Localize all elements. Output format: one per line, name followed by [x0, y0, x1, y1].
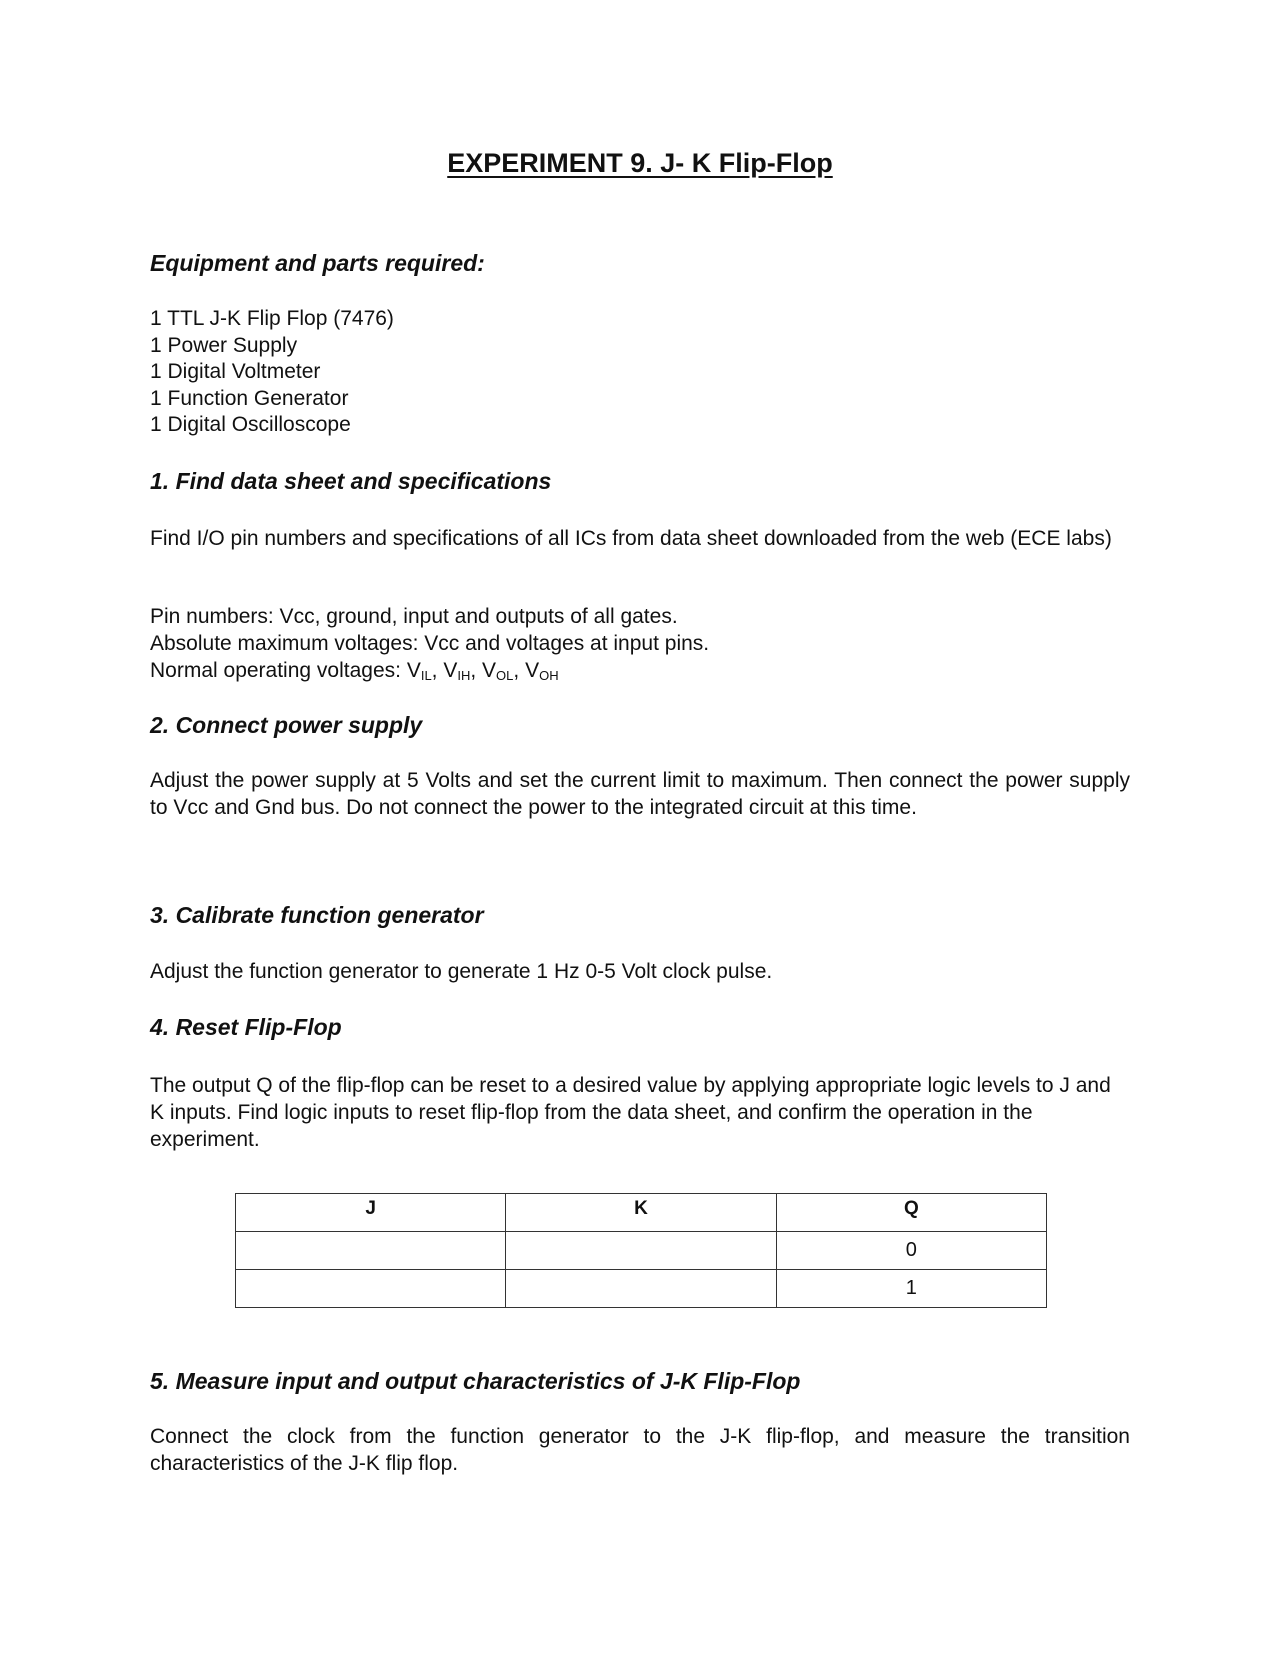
section5-paragraph: Connect the clock from the function generator to the J-K flip-flop, and measure the transition characteristics of the J-K flip flop. — [150, 1425, 1130, 1475]
table-cell-q: 0 — [776, 1232, 1046, 1270]
section4-heading: 4. Reset Flip-Flop — [150, 1014, 342, 1040]
pin-numbers-line: Pin numbers: Vcc, ground, input and outputs of all gates. — [150, 605, 678, 628]
section2-paragraph: Adjust the power supply at 5 Volts and set the current limit to maximum. Then connect the power supply to Vcc and Gnd bus. Do not connect the power to the integrated circuit at this time. — [150, 769, 1130, 819]
list-item: 1 Power Supply — [150, 333, 298, 357]
v-symbol: V — [482, 659, 497, 682]
column-header-q: Q — [776, 1194, 1046, 1232]
list-item: 1 TTL J-K Flip Flop (7476) — [150, 307, 394, 330]
table-cell-q: 1 — [776, 1270, 1046, 1308]
list-item: 1 Digital Oscilloscope — [150, 413, 351, 436]
v-il-subscript: IL — [420, 668, 432, 683]
v-symbol: V — [406, 659, 421, 682]
section1-heading: 1. Find data sheet and specifications — [150, 468, 552, 494]
section1-paragraph: Find I/O pin numbers and specifications of all ICs from data sheet downloaded from the web (ECE labs) — [150, 527, 1112, 550]
separator: , — [431, 659, 444, 682]
absolute-max-line: Absolute maximum voltages: Vcc and voltages at input pins. — [150, 632, 710, 655]
separator: , — [470, 659, 483, 682]
v-ih-subscript: IH — [457, 668, 471, 683]
normal-operating-label: Normal operating voltages: — [150, 659, 407, 682]
column-header-k: K — [506, 1194, 776, 1232]
column-header-j: J — [236, 1194, 506, 1232]
normal-operating-line — [150, 657, 1130, 684]
v-ol-subscript: OL — [496, 668, 514, 683]
table-cell-k — [506, 1270, 776, 1308]
table-cell-j — [236, 1270, 506, 1308]
equipment-list — [150, 306, 394, 439]
equipment-heading: Equipment and parts required: — [150, 250, 485, 276]
v-symbol: V — [525, 659, 540, 682]
section5-heading: 5. Measure input and output characteristics of J-K Flip-Flop — [150, 1368, 801, 1394]
table-row — [236, 1232, 1047, 1270]
table-row — [236, 1270, 1047, 1308]
section2-heading: 2. Connect power supply — [150, 712, 423, 738]
page-title: EXPERIMENT 9. J- K Flip-Flop — [447, 148, 833, 178]
v-oh-subscript: OH — [539, 668, 559, 683]
list-item: 1 Digital Voltmeter — [150, 360, 321, 383]
v-symbol: V — [443, 659, 458, 682]
list-item: 1 Function Generator — [150, 386, 349, 410]
section3-paragraph: Adjust the function generator to generate 1 Hz 0-5 Volt clock pulse. — [150, 960, 773, 983]
section1-specs — [150, 603, 1130, 684]
section3-heading: 3. Calibrate function generator — [150, 902, 484, 928]
reset-truth-table — [235, 1193, 1047, 1308]
table-header-row — [236, 1194, 1047, 1232]
separator: , — [513, 659, 526, 682]
section4-paragraph: The output Q of the flip-flop can be reset to a desired value by applying appropriate logic levels to J and K inputs. Find logic inputs to reset flip-flop from the data sheet, and confirm the operation in the experiment. — [150, 1074, 1111, 1151]
table-cell-j — [236, 1232, 506, 1270]
table-cell-k — [506, 1232, 776, 1270]
